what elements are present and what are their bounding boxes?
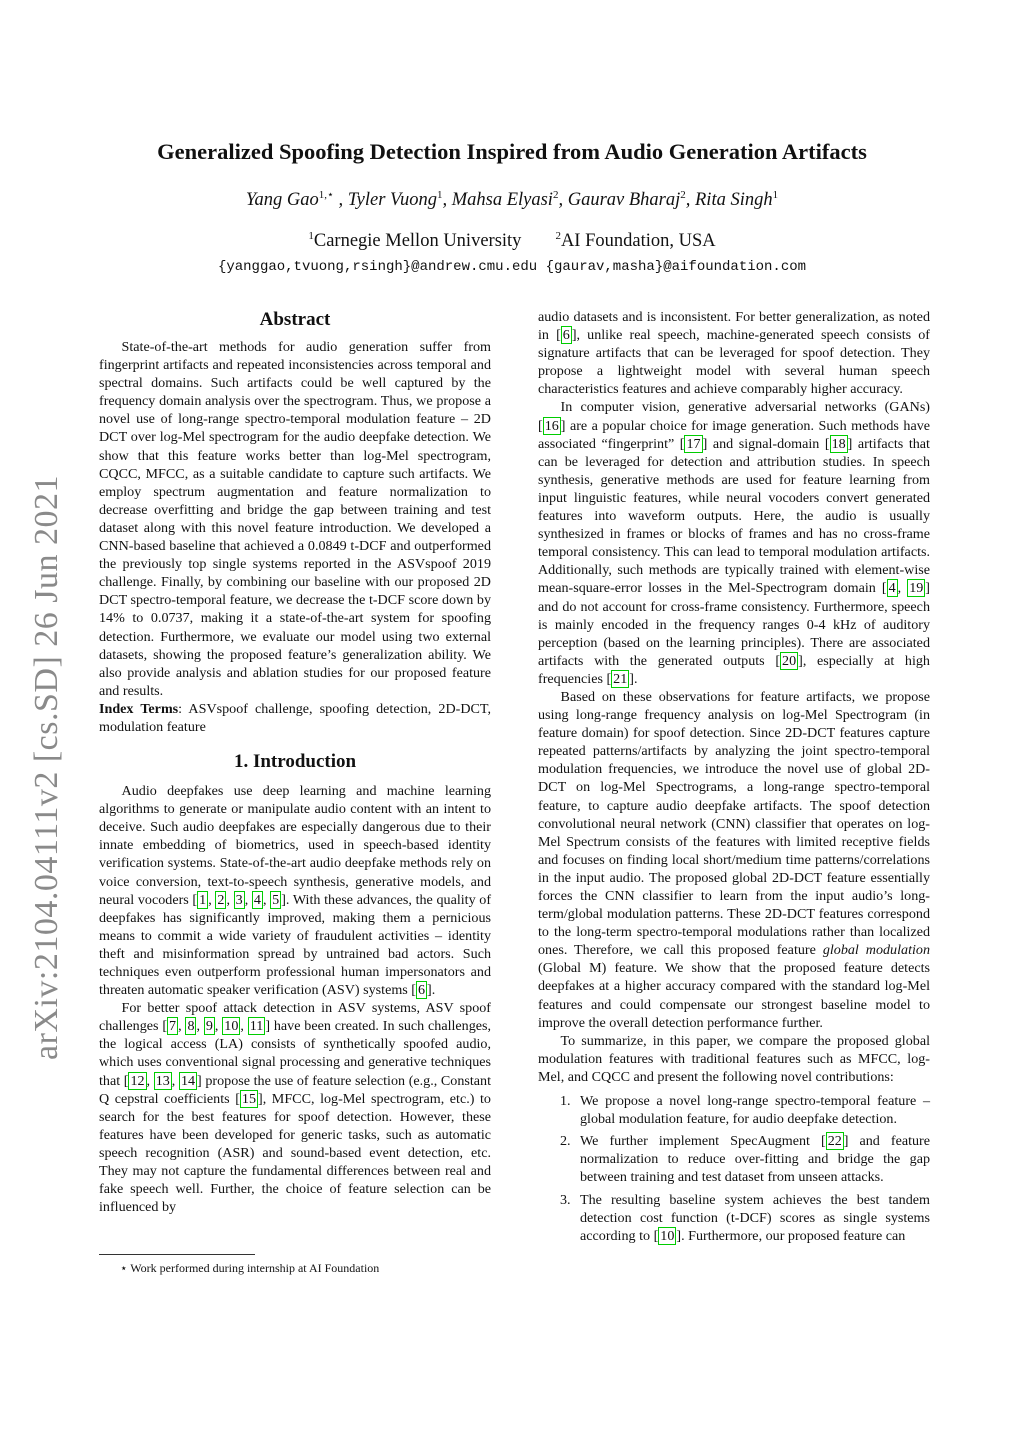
text-run: ]. Furthermore, our proposed feature can [676, 1227, 906, 1244]
list-number: 2. [560, 1133, 571, 1150]
text-run: , [897, 580, 908, 597]
author-emails: {yanggao,tvuong,rsingh}@andrew.cmu.edu {gaurav,masha}@aifoundation.com [217, 259, 807, 275]
author-name: Yang Gao$^{1,⋆}$ , [245, 189, 348, 211]
intro-paragraph-2 [99, 999, 491, 1216]
text-run: Audio deepfakes use deep learning and machine learning algorithms to generate or manipulate audio content with an intent to deceive. Such audio deepfakes are especially dangerous due to their innate embedding of biometrics, used in speech-based identity verification systems. State-of-the-art audio deepfake methods rely on voice conversion, text-to-speech synthesis, generative models, and neural vocoders [ [99, 783, 491, 908]
text-run: , [214, 1018, 223, 1035]
text-run: ], MFCC, log-Mel spectrogram, etc.) to search for the best features for spoof detection. However, these features have been developed for generic tasks, such as automatic speech recognition (ASR) and sound-based event detection, etc. They may not capture the fundamental differences between real and fake speech well. Further, the choice of feature selection can be influenced by [99, 1090, 491, 1216]
text-run: ] artifacts that can be leveraged for detection and attribution studies. In speech synthesis, generative methods are used for feature learning from input linguistic features, while neural vocoders convert generated features into waveform outputs. Here, the audio is usually synthesized in frames or blocks of frames and has no cross-frame temporal consistency. This can lead to temporal modulation artifacts. Additionally, such methods are typically trained with element-wise mean-square-error losses in the Mel-Spectrogram domain [ [538, 435, 930, 597]
text-run: For better spoof attack detection in ASV systems, ASV spoof challenges [ [99, 1000, 491, 1035]
citation-link[interactable]: 2 [217, 891, 225, 908]
citation-link[interactable]: 19 [909, 580, 924, 597]
contribution-item [538, 1092, 930, 1128]
text-run: ] propose the use of feature selection (e.g., Constant Q cepstral coefficients [ [99, 1072, 491, 1107]
author-name: Mahsa Elyasi$^2$, [451, 189, 568, 211]
paper-title: Generalized Spoofing Detection Inspired from Audio Generation Artifacts [157, 139, 867, 164]
left-column [99, 308, 491, 1216]
text-run: , [146, 1072, 154, 1089]
text-run: ]. [427, 982, 436, 999]
citation-link[interactable]: 18 [831, 435, 846, 452]
author-name: Tyler Vuong$^1$, [347, 189, 452, 211]
text-run: , [226, 891, 234, 908]
index-terms: Index Terms: ASVspoof challenge, spoofing detection, 2D-DCT, modulation feature [99, 700, 492, 735]
citation-link[interactable]: 7 [169, 1018, 177, 1035]
citation-link[interactable]: 6 [418, 982, 426, 999]
text-run: ]. [629, 670, 638, 687]
text-run: ], especially at high frequencies [ [538, 652, 930, 687]
right-paragraph-proposal: Based on these observations for feature artifacts, we propose using long-range frequency analysis on log-Mel Spectrogram (in feature domain) for spoof detection. Since 2D-DCT features capture repeated patterns/artifacts by analyzing the joint spectro-temporal modulation frequencies, we introduce the novel use of global 2D-DCT on log-Mel Spectrograms, a long-range spectro-temporal feature, to capture audio deepfake artifacts. The spoof detection convolutional neural network (CNN) classifier that operates on log-Mel Spectrum consists of the features with limited receptive fields and focuses on finding local short/medium time patterns/correlations in the input audio. The proposed global 2D-DCT feature essentially forces the CNN classifier to learn from the input audio’s long-term/global modulation patterns. These 2D-DCT features correspond to the long-term spectro-temporal modulations rather than localized ones. Therefore, we call this proposed feature global modulation (Global M) feature. We show that the proposed feature detects deepfakes at a higher accuracy compared with the standard log-Mel features and could compensate our strongest baseline model to improve the overall detection performance further. [538, 688, 930, 1031]
right-paragraph-continued [538, 308, 930, 398]
citation-link[interactable]: 20 [782, 652, 797, 669]
citation-link[interactable]: 9 [205, 1018, 213, 1035]
text-run: ] and signal-domain [ [702, 435, 830, 452]
text-run: ] are a popular choice for image generation. Such methods have associated “fingerprint” [ [538, 417, 930, 452]
intro-paragraph-1 [99, 782, 491, 999]
text-run: , [240, 1018, 248, 1035]
citation-link[interactable]: 15 [241, 1090, 256, 1107]
text-run: , [244, 891, 252, 908]
author-list [60, 188, 964, 211]
citation-link[interactable]: 4 [253, 891, 261, 908]
text-run: ] and feature normalization to reduce over-fitting and bridge the gap between training and test dataset from unseen attacks. [580, 1133, 930, 1186]
text-run: In computer vision, generative adversarial networks (GANs) [ [538, 399, 930, 434]
text-run: , [208, 891, 216, 908]
citation-link[interactable]: 14 [180, 1072, 196, 1089]
text-run: audio datasets and is inconsistent. For better generalization, as noted in [ [538, 309, 930, 344]
citation-link[interactable]: 11 [249, 1018, 264, 1035]
text-run: The resulting baseline system achieves the best tandem detection cost function (t-DCF) scores as single systems according to [ [580, 1191, 930, 1244]
contributions-list [538, 1092, 930, 1245]
citation-link[interactable]: 10 [660, 1227, 675, 1244]
footnote: ⋆ Work performed during internship at AI Foundation [120, 1261, 380, 1275]
right-paragraph-summary: To summarize, in this paper, we compare the proposed global modulation features with traditional features such as MFCC, log-Mel, and CQCC and present the following novel contributions: [538, 1032, 930, 1085]
text-run: , [178, 1018, 186, 1035]
citation-link[interactable]: 4 [888, 580, 896, 597]
citation-link[interactable]: 22 [827, 1133, 842, 1150]
list-number: 1. [560, 1093, 571, 1110]
text-run: We further implement SpecAugment [ [580, 1133, 826, 1150]
citation-link[interactable]: 10 [224, 1018, 239, 1035]
citation-link[interactable]: 5 [272, 891, 280, 908]
contribution-item [538, 1191, 930, 1245]
introduction-heading: 1. Introduction [233, 751, 357, 773]
citation-link[interactable]: 17 [686, 435, 701, 452]
citation-link[interactable]: 3 [235, 891, 243, 908]
text-run: , [262, 891, 271, 908]
affiliations [60, 230, 964, 252]
right-column [538, 308, 930, 1249]
contribution-item [538, 1132, 930, 1186]
text-run: ] have been created. In such challenges, the logical access (LA) consists of synthetically spoofed audio, which uses conventional signal processing and generative techniques that [ [99, 1018, 492, 1089]
citation-link[interactable]: 1 [199, 891, 207, 908]
author-name: Gaurav Bharaj$^2$, [567, 189, 695, 211]
affiliation-1: $^1$Carnegie Mellon University [308, 230, 522, 252]
arxiv-identifier: arXiv:2104.04111v2 [cs.SD] 26 Jun 2021 [28, 475, 65, 1060]
citation-link[interactable]: 16 [544, 417, 559, 434]
footnote-rule [99, 1254, 255, 1255]
text-run: ], unlike real speech, machine-generated speech consists of signature artifacts that can be leveraged for spoof detection. They propose a lightweight model with several human speech characteristics features and achieve comparably higher accuracy. [538, 327, 930, 398]
citation-link[interactable]: 8 [187, 1018, 195, 1035]
citation-link[interactable]: 13 [155, 1072, 170, 1089]
text-run: ] and do not account for cross-frame consistency. Furthermore, speech is mainly encoded in the frequency ranges 0-4 kHz of auditory perception (based on the learning principles). There are associated artifacts with the generated outputs [ [538, 580, 930, 669]
list-number: 3. [560, 1191, 571, 1208]
citation-link[interactable]: 21 [613, 670, 628, 687]
text-run: , [171, 1072, 179, 1089]
text-run: ]. With these advances, the quality of deepfakes has significantly improved, making them a pernicious means to commit a wide variety of fraudulent activities – identity theft and misinformation spread by untrained bad actors. Such techniques even outperform professional human impersonators and threaten automatic speaker verification (ASV) systems [ [99, 891, 492, 999]
citation-link[interactable]: 12 [130, 1072, 145, 1089]
abstract-text: State-of-the-art methods for audio generation suffer from fingerprint artifacts and repeated inconsistencies across temporal and spectral domains. Such artifacts could be well captured by the frequency domain analysis over the spectrogram. Thus, we propose a novel use of long-range spectro-temporal modulation feature – 2D DCT over log-Mel spectrogram for the audio deepfake detection. We show that this feature works better than log-Mel spectrogram, CQCC, MFCC, as a suitable candidate to capture such artifacts. We employ spectrum augmentation and feature normalization to decrease overfitting and bridge the gap between training and test dataset along with this novel feature introduction. We developed a CNN-based baseline that achieved a 0.0849 t-DCF and outperformed the previously top single systems reported in the ASVspoof 2019 challenge. Finally, by combining our baseline with our proposed 2D DCT spectro-temporal feature, we decrease the t-DCF score down by 14% to 0.0737, making it a state-of-the-art system for spoofing detection. Furthermore, we evaluate our model using two external datasets, showing the proposed feature’s generalization ability. We also provide analysis and ablation studies for our proposed feature and results. [99, 339, 491, 699]
right-paragraph-gans [538, 398, 930, 688]
text-run: We propose a novel long-range spectro-temporal feature – global modulation feature, for audio deepfake detection. [580, 1093, 930, 1128]
affiliation-2: $^2$AI Foundation, USA [555, 230, 716, 252]
text-run: , [196, 1018, 204, 1035]
abstract-heading: Abstract [259, 309, 331, 330]
citation-link[interactable]: 6 [562, 327, 570, 344]
author-name: Rita Singh$^1$ [695, 189, 779, 211]
